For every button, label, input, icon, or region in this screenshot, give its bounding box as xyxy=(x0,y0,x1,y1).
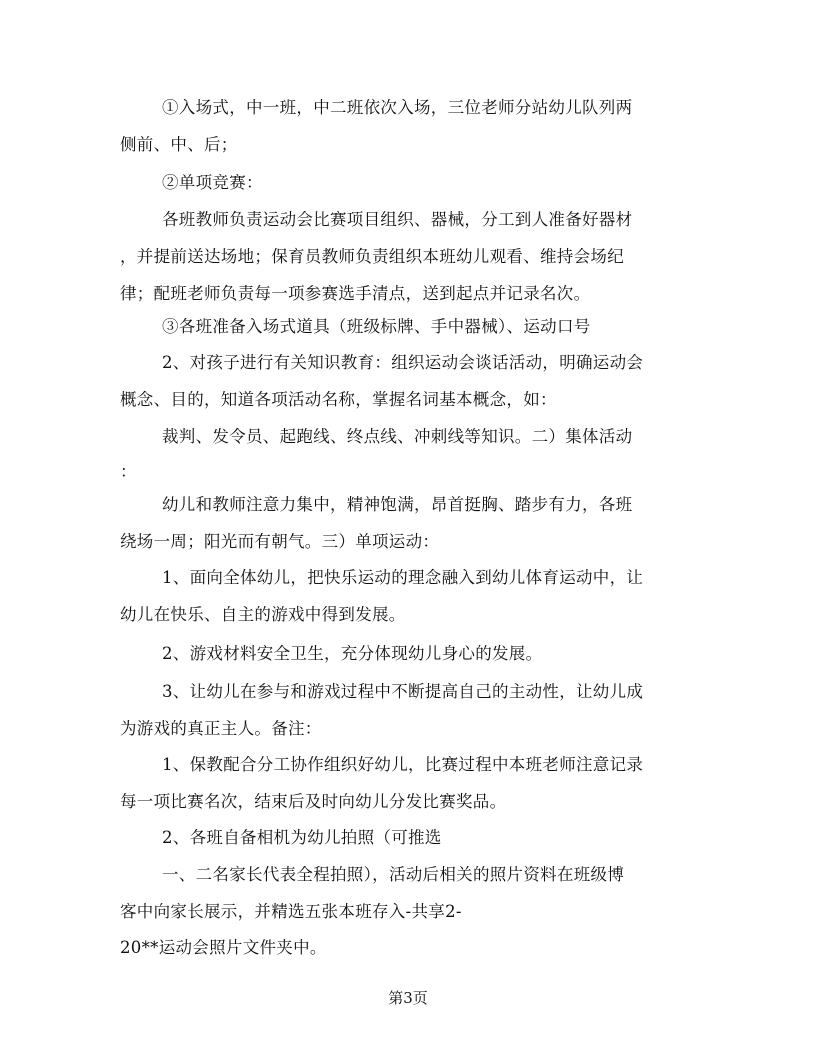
text-line-19: 1、保教配合分工协作组织好幼儿，比赛过程中本班老师注意记录 xyxy=(162,755,644,774)
text-line-14: 1、面向全体幼儿，把快乐运动的理念融入到幼儿体育运动中，让 xyxy=(162,568,644,587)
text-line-21: 2、各班自备相机为幼儿拍照（可推选 xyxy=(162,828,442,847)
text-line-16: 2、游戏材料安全卫生，充分体现幼儿身心的发展。 xyxy=(162,644,543,663)
text-line-10: 裁判、发令员、起跑线、终点线、冲刺线等知识。二）集体活动 xyxy=(162,427,633,446)
text-line-24: 20**运动会照片文件夹中。 xyxy=(120,938,327,957)
page-number: 第3页 xyxy=(388,989,428,1007)
text-line-12: 幼儿和教师注意力集中，精神饱满，昂首挺胸、踏步有力，各班 xyxy=(162,495,633,514)
text-line-8: 2、对孩子进行有关知识教育：组织运动会谈话活动，明确运动会 xyxy=(162,353,644,372)
text-line-23: 客中向家长展示，并精选五张本班存入-共享2- xyxy=(120,902,462,921)
text-line-5: ，并提前送达场地；保育员教师负责组织本班幼儿观看、维持会场纪 xyxy=(120,247,624,266)
text-line-1: ①入场式，中一班，中二班依次入场，三位老师分站幼儿队列两 xyxy=(162,98,633,117)
text-line-7: ③各班准备入场式道具（班级标牌、手中器械）、运动口号 xyxy=(162,317,591,336)
text-line-20: 每一项比赛名次，结束后及时向幼儿分发比赛奖品。 xyxy=(120,792,507,811)
text-line-22: 一、二名家长代表全程拍照），活动后相关的照片资料在班级博 xyxy=(162,865,625,884)
text-line-9: 概念、目的，知道各项活动名称，掌握名词基本概念，如： xyxy=(120,390,557,409)
text-line-11: ： xyxy=(120,462,137,481)
text-line-6: 律；配班老师负责每一项参赛选手清点，送到起点并记录名次。 xyxy=(120,284,591,303)
text-line-18: 为游戏的真正主人。备注： xyxy=(120,719,322,738)
text-line-4: 各班教师负责运动会比赛项目组织、器械，分工到人准备好器材 xyxy=(162,210,633,229)
text-line-15: 幼儿在快乐、自主的游戏中得到发展。 xyxy=(120,605,406,624)
text-line-17: 3、让幼儿在参与和游戏过程中不断提高自己的主动性，让幼儿成 xyxy=(162,682,644,701)
text-line-2: 侧前、中、后； xyxy=(120,135,238,154)
text-line-13: 绕场一周；阳光而有朝气。三）单项运动： xyxy=(120,532,440,551)
text-line-3: ②单项竞赛： xyxy=(162,173,263,192)
